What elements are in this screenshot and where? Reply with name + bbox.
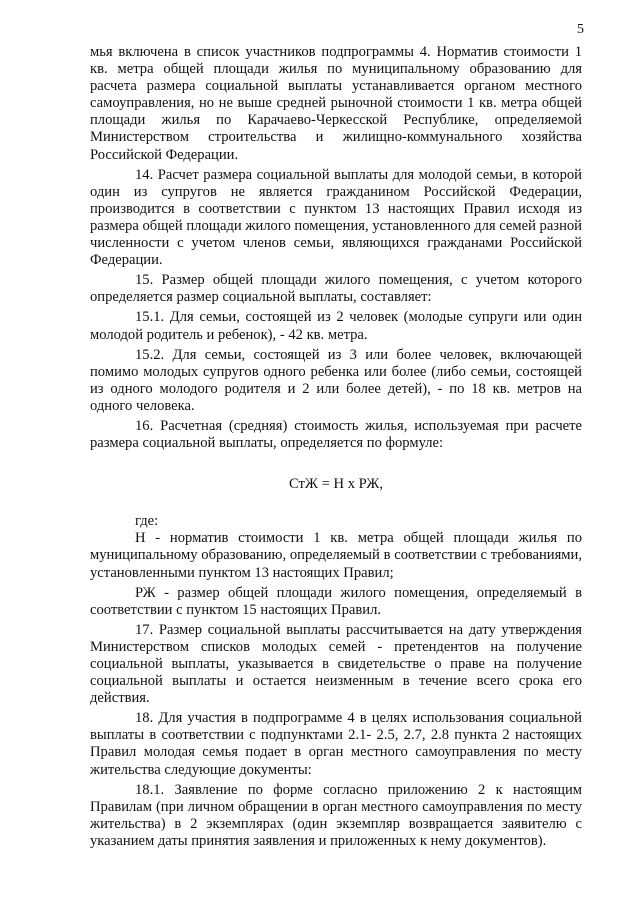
paragraph-continuation: мья включена в список участников подпрограммы 4. Норматив стоимости 1 кв. метра общей площади жилья по муниципальному образованию для расчета размера социальной выплаты устанавливается органом местного самоуправления, но не выше средней рыночной стоимости 1 кв. метра общей площади жилья по Карачаево-Черкесской Республике, определяемой Министерством строительства и жилищно-коммунального хозяйства Российской Федерации. — [90, 44, 582, 163]
formula: СтЖ = Н х РЖ, — [289, 476, 383, 493]
paragraph-17: 17. Размер социальной выплаты рассчитывается на дату утверждения Министерством списков молодых семей - претендентов на получение социальной выплаты, указывается в свидетельстве о праве на получение социальной выплаты и остается неизменным в течение всего срока его действия. — [90, 621, 582, 707]
paragraph-18: 18. Для участия в подпрограмме 4 в целях использования социальной выплаты в соответствии с подпунктами 2.1- 2.5, 2.7, 2.8 пункта 2 настоящих Правил молодая семья подает в орган местного самоуправления по месту жительства следующие документы: — [90, 710, 582, 778]
where-label: где: — [135, 513, 159, 530]
paragraph-15-1: 15.1. Для семьи, состоящей из 2 человек (молодые супруги или один молодой родитель и ребенок), - 42 кв. метра. — [90, 309, 582, 343]
definition-n: Н - норматив стоимости 1 кв. метра общей площади жилья по муниципальному образованию, определяемый в соответствии с требованиями, установленными пунктом 13 настоящих Правил; — [90, 530, 582, 581]
paragraph-15: 15. Размер общей площади жилого помещения, с учетом которого определяется размер социальной выплаты, составляет: — [90, 272, 582, 306]
paragraph-15-2: 15.2. Для семьи, состоящей из 3 или более человек, включающей помимо молодых супругов одного ребенка или более (либо семьи, состоящей из одного молодого родителя и 2 или более детей), - по 18 кв. метров на одного человека. — [90, 346, 582, 414]
paragraph-14: 14. Расчет размера социальной выплаты для молодой семьи, в которой один из супругов не является гражданином Российской Федерации, производится в соответствии с пунктом 13 настоящих Правил исходя из размера общей площади жилого помещения, установленного для семей разной численности с учетом членов семьи, являющихся гражданами Российской Федерации. — [90, 166, 582, 269]
document-body — [90, 44, 582, 853]
page-number: 5 — [577, 22, 584, 37]
definition-rzh: РЖ - размер общей площади жилого помещения, определяемый в соответствии с пунктом 15 настоящих Правил. — [90, 584, 582, 618]
paragraph-16: 16. Расчетная (средняя) стоимость жилья, используемая при расчете размера социальной выплаты, определяется по формуле: — [90, 417, 582, 452]
paragraph-18-1: 18.1. Заявление по форме согласно приложению 2 к настоящим Правилам (при личном обращении в орган местного самоуправления по месту жительства) в 2 экземплярах (один экземпляр возвращается заявителю с указанием даты принятия заявления и приложенных к нему документов). — [90, 781, 582, 849]
